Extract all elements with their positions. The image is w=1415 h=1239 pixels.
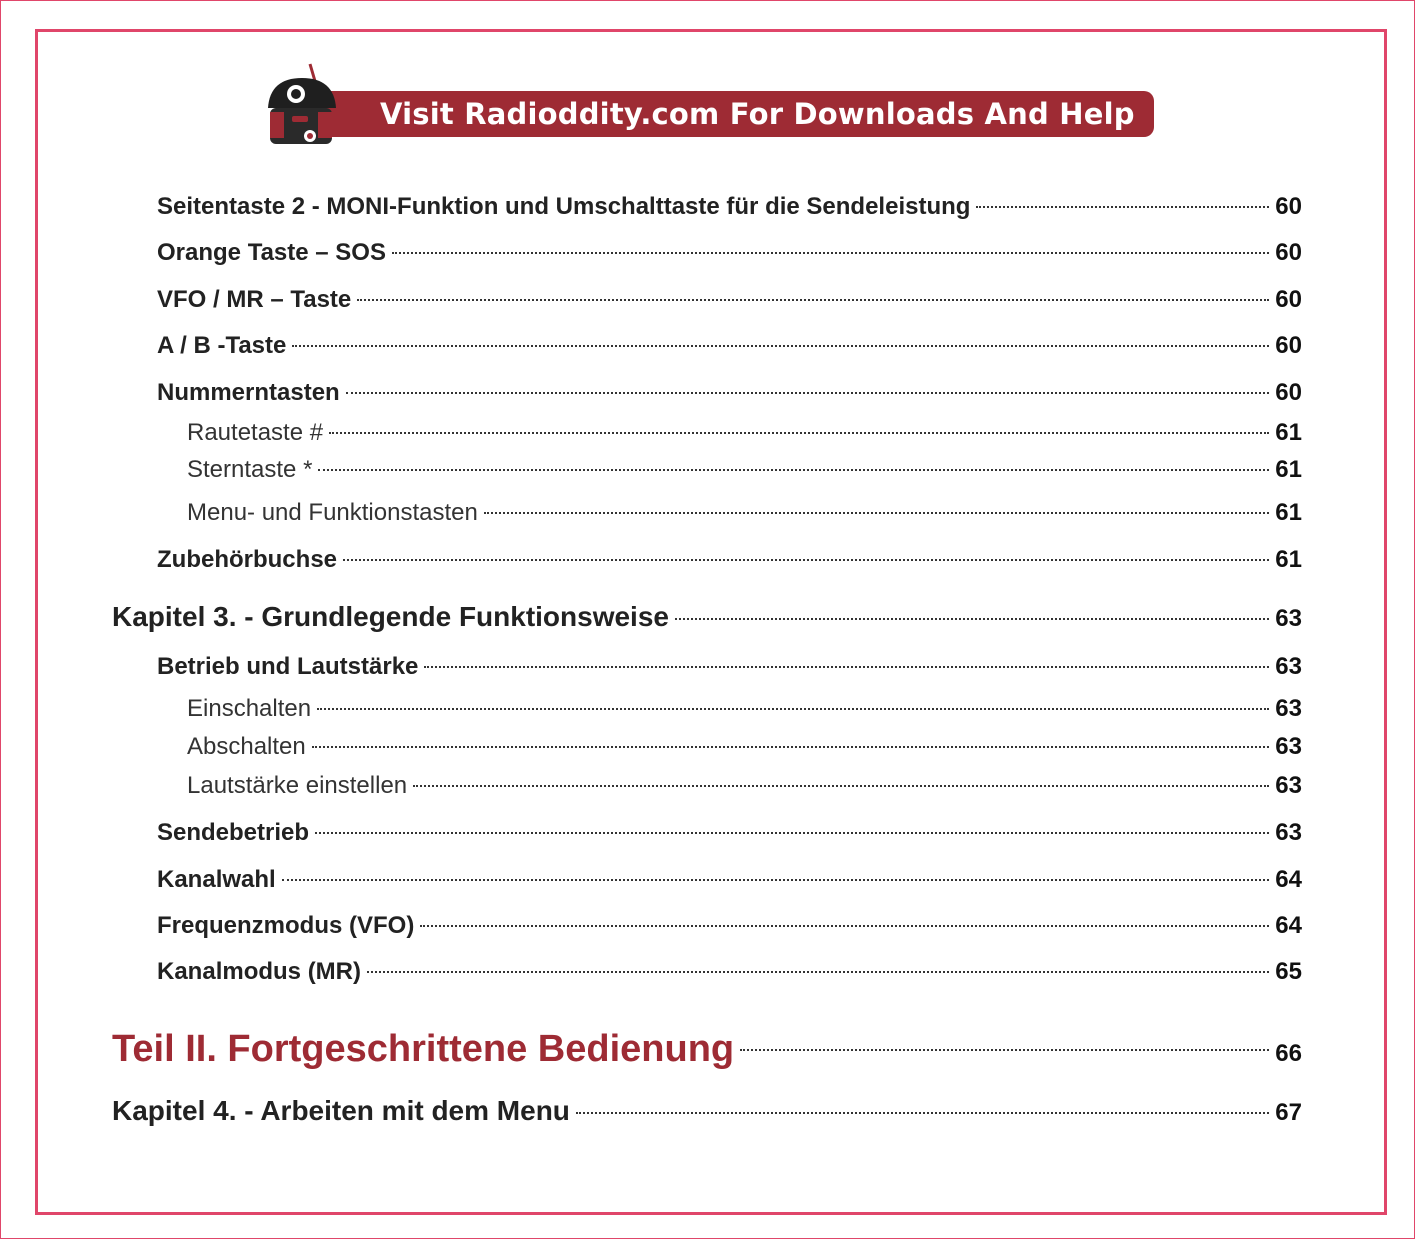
toc-entry-title: Lautstärke einstellen	[187, 772, 408, 799]
toc-entry[interactable]	[187, 695, 1302, 723]
toc-leader-dots	[413, 785, 1269, 787]
toc-entry-title: Abschalten	[187, 733, 306, 760]
toc-leader-dots	[976, 206, 1269, 208]
toc-entry-page: 61	[1275, 419, 1302, 446]
toc-leader-dots	[484, 512, 1269, 514]
banner-text: Visit Radioddity.com For Downloads And Help	[380, 97, 1135, 131]
toc-entry-page: 67	[1275, 1099, 1302, 1126]
toc-leader-dots	[317, 708, 1269, 710]
toc-entry[interactable]	[187, 419, 1302, 447]
toc-entry-page: 60	[1275, 239, 1302, 266]
toc-leader-dots	[740, 1049, 1269, 1051]
toc-entry-title: Rautetaste #	[187, 419, 324, 446]
toc-entry-page: 63	[1275, 772, 1302, 799]
toc-entry-title: VFO / MR – Taste	[157, 286, 352, 313]
toc-leader-dots	[420, 925, 1269, 927]
toc-entry-title: Betrieb und Lautstärke	[157, 653, 419, 680]
toc-entry-page: 60	[1275, 193, 1302, 220]
toc-entry-title: Sendebetrieb	[157, 819, 310, 846]
toc-entry-title: Sterntaste *	[187, 456, 313, 483]
toc-entry-page: 66	[1275, 1040, 1302, 1067]
toc-entry[interactable]	[157, 193, 1302, 221]
toc-entry-page: 65	[1275, 958, 1302, 985]
toc-leader-dots	[424, 666, 1269, 668]
toc-entry-page: 60	[1275, 332, 1302, 359]
toc-entry[interactable]	[157, 379, 1302, 407]
toc-entry[interactable]	[187, 456, 1302, 484]
toc-entry[interactable]	[157, 819, 1302, 847]
toc-entry-title: Einschalten	[187, 695, 312, 722]
toc-entry[interactable]	[157, 286, 1302, 314]
toc-entry[interactable]	[112, 601, 1302, 633]
toc-entry-title: Teil II. Fortgeschrittene Bedienung	[112, 1028, 735, 1070]
toc-leader-dots	[675, 618, 1269, 620]
help-banner[interactable]	[262, 60, 1162, 150]
toc-entry[interactable]	[157, 653, 1302, 681]
toc-entry-title: Orange Taste – SOS	[157, 239, 386, 266]
toc-entry-page: 63	[1275, 605, 1302, 632]
robot-mascot-icon	[262, 60, 342, 150]
toc-entry[interactable]	[157, 912, 1302, 940]
toc-entry-title: A / B -Taste	[157, 332, 287, 359]
toc-entry-title: Kanalmodus (MR)	[157, 958, 361, 985]
toc-leader-dots	[576, 1112, 1269, 1114]
toc-leader-dots	[318, 469, 1269, 471]
toc-entry-title: Nummerntasten	[157, 379, 340, 406]
toc-entry[interactable]	[157, 546, 1302, 574]
toc-leader-dots	[346, 392, 1270, 394]
toc-entry-page: 61	[1275, 456, 1302, 483]
toc-leader-dots	[315, 832, 1269, 834]
toc-entry[interactable]	[157, 958, 1302, 986]
toc-entry-title: Seitentaste 2 - MONI-Funktion und Umschalttaste für die Sendeleistung	[157, 193, 971, 220]
toc-entry[interactable]	[187, 499, 1302, 527]
toc-entry-page: 61	[1275, 499, 1302, 526]
toc-entry[interactable]	[112, 1028, 1302, 1071]
toc-leader-dots	[367, 971, 1269, 973]
toc-entry-title: Zubehörbuchse	[157, 546, 338, 573]
toc-entry-page: 63	[1275, 653, 1302, 680]
toc-entry-title: Frequenzmodus (VFO)	[157, 912, 415, 939]
toc-entry[interactable]	[157, 332, 1302, 360]
toc-entry-title: Kanalwahl	[157, 866, 276, 893]
toc-entry-title: Kapitel 3. - Grundlegende Funktionsweise	[112, 601, 669, 632]
toc-entry[interactable]	[157, 239, 1302, 267]
toc-leader-dots	[343, 559, 1269, 561]
toc-entry-page: 60	[1275, 286, 1302, 313]
toc-entry-title: Kapitel 4. - Arbeiten mit dem Menu	[112, 1095, 570, 1126]
toc-entry[interactable]	[187, 772, 1302, 800]
toc-entry-page: 64	[1275, 912, 1302, 939]
toc-entry-page: 63	[1275, 695, 1302, 722]
toc-leader-dots	[292, 345, 1269, 347]
toc-leader-dots	[357, 299, 1269, 301]
toc-entry-page: 61	[1275, 546, 1302, 573]
toc-leader-dots	[312, 746, 1270, 748]
toc-entry[interactable]	[187, 733, 1302, 761]
toc-entry-page: 63	[1275, 819, 1302, 846]
toc-entry-page: 63	[1275, 733, 1302, 760]
toc-leader-dots	[392, 252, 1269, 254]
toc-entry-title: Menu- und Funktionstasten	[187, 499, 478, 526]
toc-entry-page: 60	[1275, 379, 1302, 406]
toc-leader-dots	[282, 879, 1270, 881]
toc-entry[interactable]	[157, 866, 1302, 894]
toc-entry[interactable]	[112, 1095, 1302, 1127]
toc-leader-dots	[329, 432, 1269, 434]
toc-entry-page: 64	[1275, 866, 1302, 893]
